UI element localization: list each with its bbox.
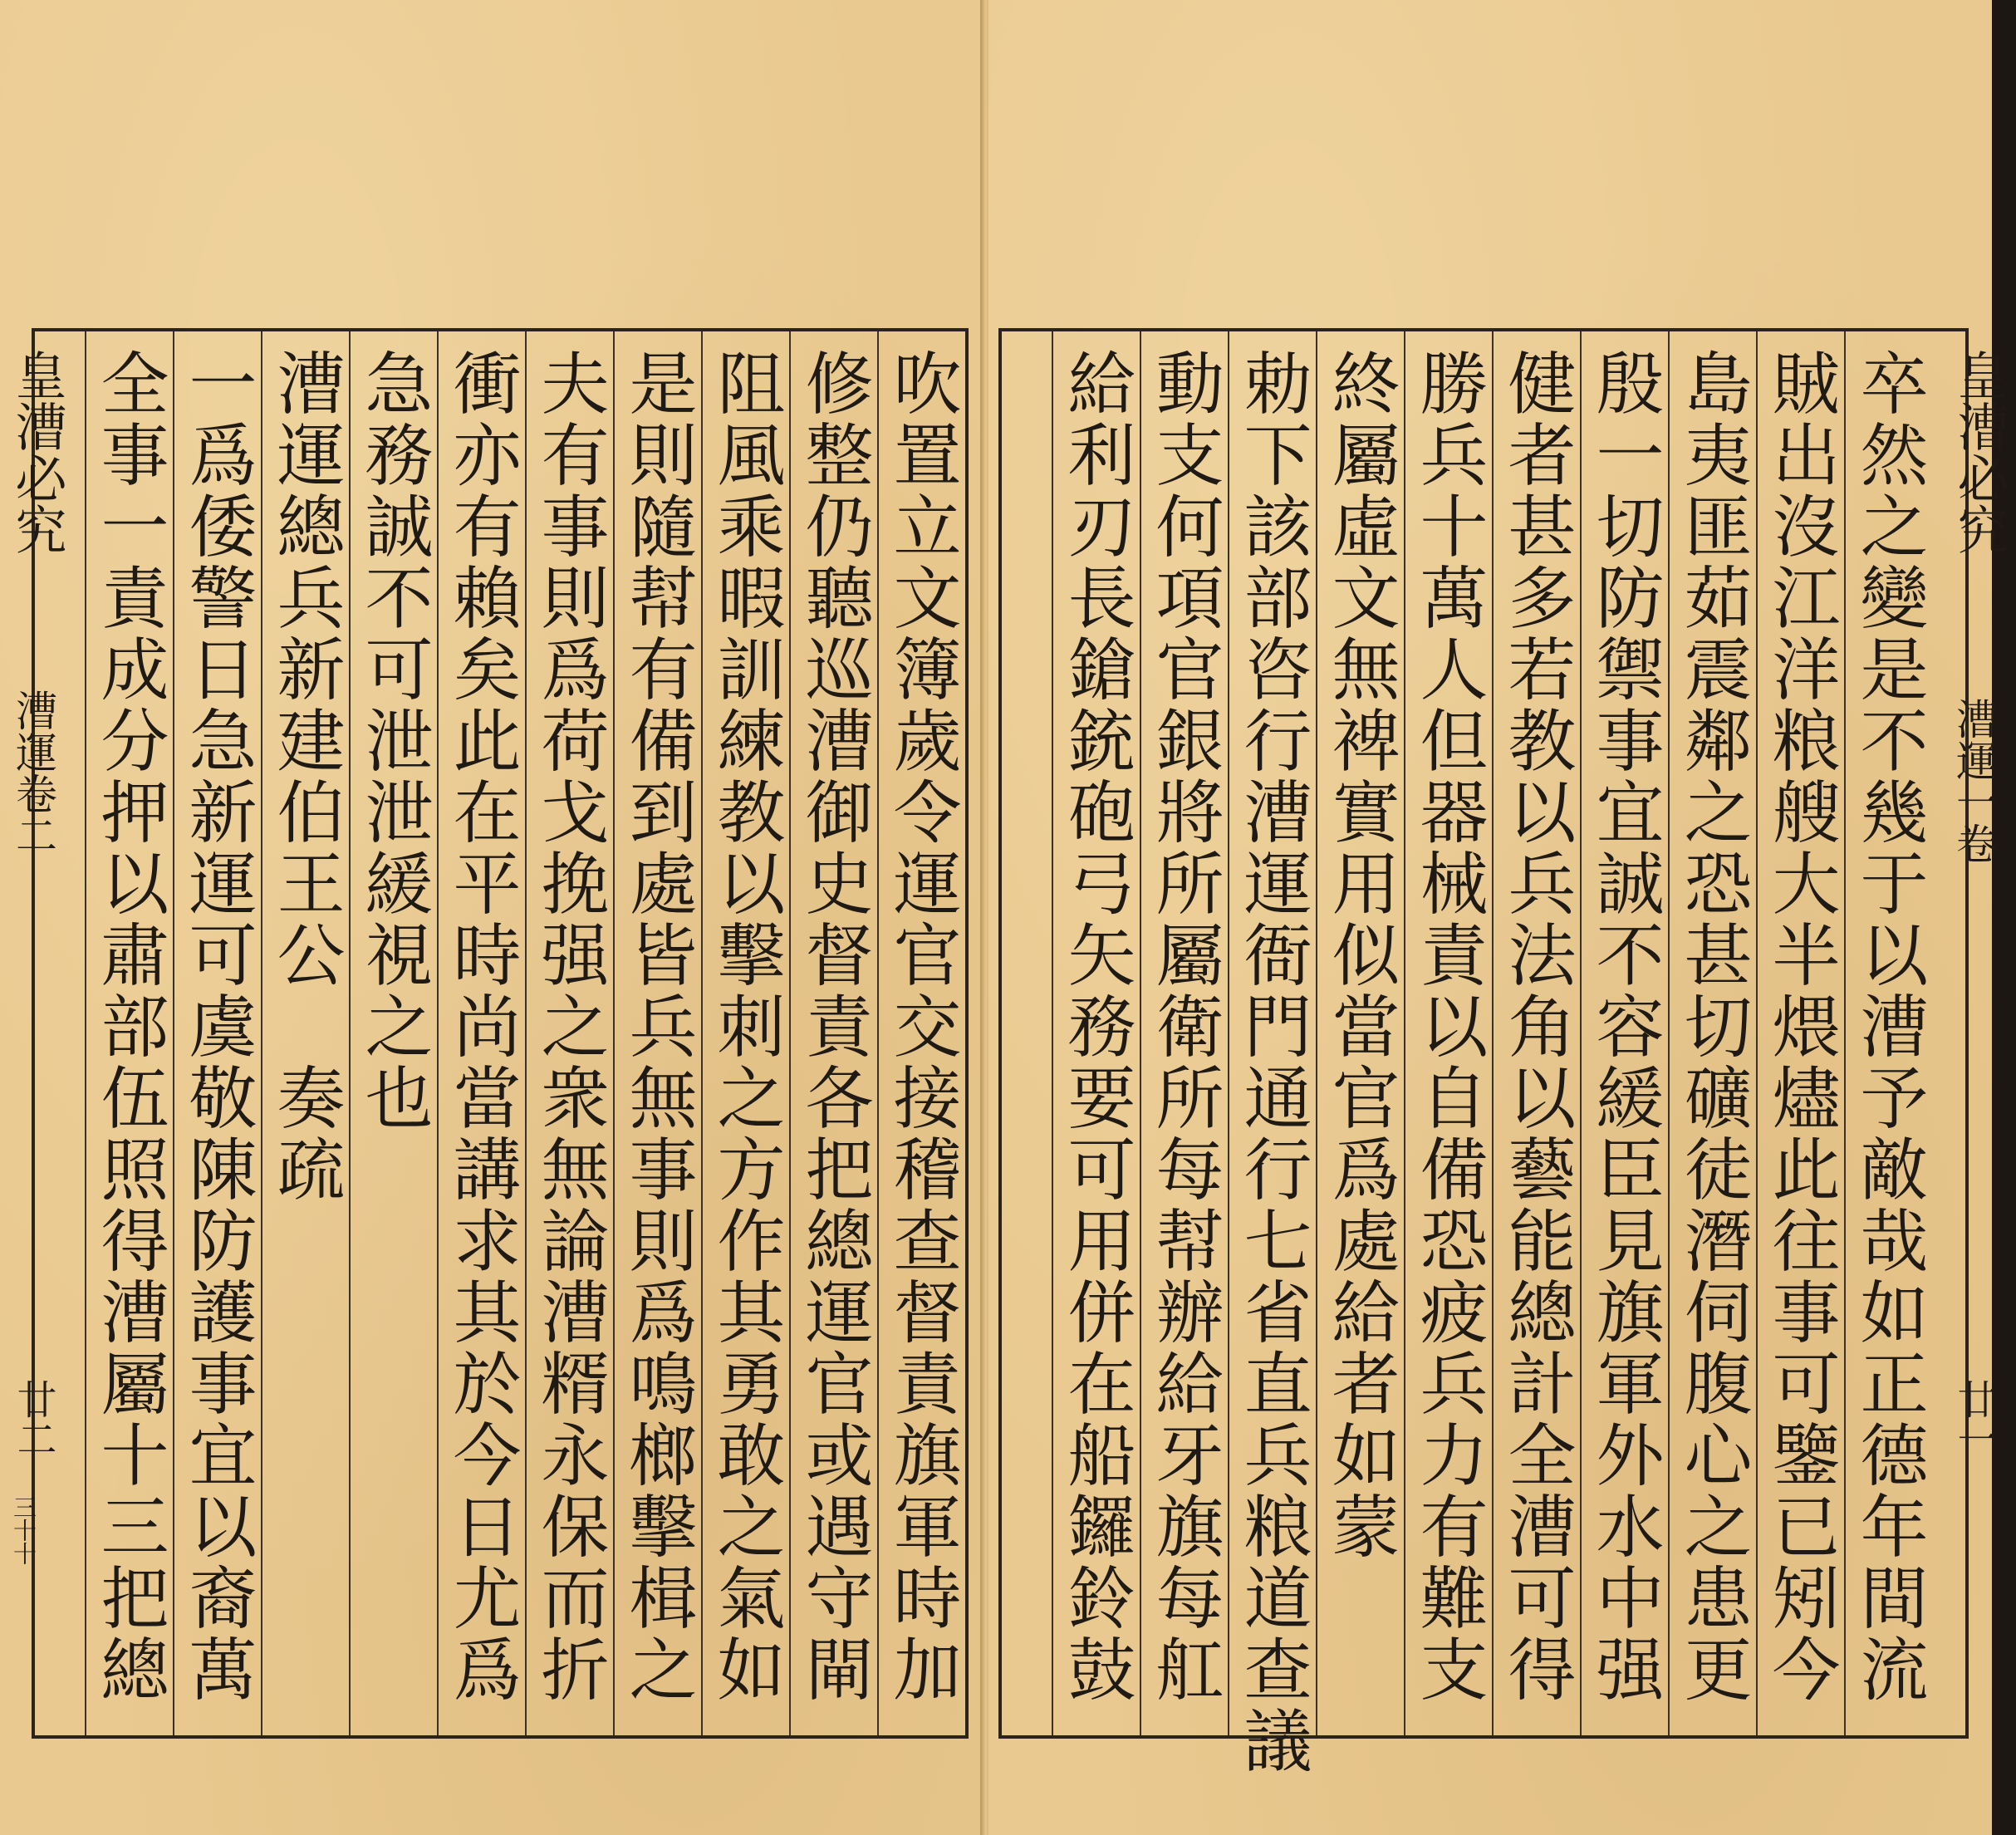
text-column: [349, 348, 437, 1710]
column-text: 卒然之變是不幾于以漕予敵哉如正德年間流: [1849, 348, 1928, 1705]
column-text: 是則隨幇有備到處皆兵無事則爲鳴榔擊楫之: [618, 348, 697, 1705]
text-column: [1668, 348, 1756, 1710]
column-text: 衝亦有賴矣此在平時尚當講求其於今日尤爲: [442, 348, 521, 1705]
left-text-frame: [32, 328, 969, 1739]
text-column: [85, 348, 173, 1710]
text-column: [1140, 348, 1228, 1710]
text-column: [1492, 348, 1580, 1710]
text-column: [877, 348, 965, 1710]
column-text: 阻風乘暇訓練教以擊刺之方作其勇敢之氣如: [706, 348, 785, 1705]
text-column: [701, 348, 789, 1710]
left-margin-number: 三十十: [10, 1495, 37, 1565]
column-text: 動支何項官銀將所屬衛所每幇辦給牙旗每舡: [1145, 348, 1224, 1705]
column-text: 勅下該部咨行漕運衙門通行七省直兵粮道查議: [1233, 348, 1312, 1777]
right-margin-title: 皇漕必究: [1949, 349, 2009, 555]
column-text: 吹置立文簿歲令運官交接稽查督責旗軍時加: [882, 348, 961, 1705]
column-text: 漕運總兵新建伯王公 奏疏: [266, 348, 345, 1205]
left-margin-chapter: 漕運卷二: [9, 689, 57, 856]
column-text: 給利刃長鎗銃砲弓矢務要可用併在船鑼鈴鼓: [1057, 348, 1136, 1705]
text-column: [613, 348, 701, 1710]
column-text: 島夷匪茹震鄰之恐甚切礦徒潛伺腹心之患更: [1673, 348, 1752, 1705]
text-column: [1052, 348, 1140, 1710]
column-text: 終屬虛文無裨實用似當官爲處給者如蒙: [1321, 348, 1400, 1563]
column-text: 一爲倭警日急新運可虞敬陳防護事宜以裔萬: [178, 348, 257, 1705]
left-margin-folio: 廿二: [10, 1379, 56, 1459]
text-column: [789, 348, 877, 1710]
right-page: [988, 0, 2009, 1835]
column-text: 夫有事則爲荷戈挽强之衆無論漕糈永保而折: [530, 348, 609, 1705]
column-text: 急務誠不可泄泄緩視之也: [354, 348, 433, 1134]
text-column: [1404, 348, 1492, 1710]
text-column: [437, 348, 525, 1710]
left-page: [0, 0, 987, 1835]
right-margin-folio: 廿一: [1950, 1379, 1997, 1459]
text-column: [1316, 348, 1404, 1710]
right-margin-chapter: 漕運一卷: [1950, 698, 1998, 864]
column-text: 修整仍聽巡漕御史督責各把總運官或遇守閘: [794, 348, 873, 1705]
text-column: [525, 348, 613, 1710]
right-text-frame: [998, 328, 1969, 1777]
text-column: [1844, 348, 1932, 1710]
column-text: 健者甚多若教以兵法角以藝能總計全漕可得: [1497, 348, 1576, 1705]
column-text: 勝兵十萬人但器械責以自備恐疲兵力有難支: [1409, 348, 1488, 1705]
left-margin-title: 皇漕必究: [7, 349, 67, 555]
text-column: [173, 348, 261, 1710]
text-column: [1756, 348, 1844, 1710]
column-text: 全事一責成分押以肅部伍照得漕屬十三把總: [90, 348, 169, 1705]
column-text: 殷一切防禦事宜誠不容緩臣見旗軍外水中强: [1585, 348, 1664, 1705]
text-column: [1580, 348, 1668, 1710]
text-column: [261, 348, 349, 1710]
column-text: 賊出沒江洋粮艘大半煨燼此往事可鑒已矧今: [1761, 348, 1840, 1705]
text-column: [1228, 348, 1316, 1777]
